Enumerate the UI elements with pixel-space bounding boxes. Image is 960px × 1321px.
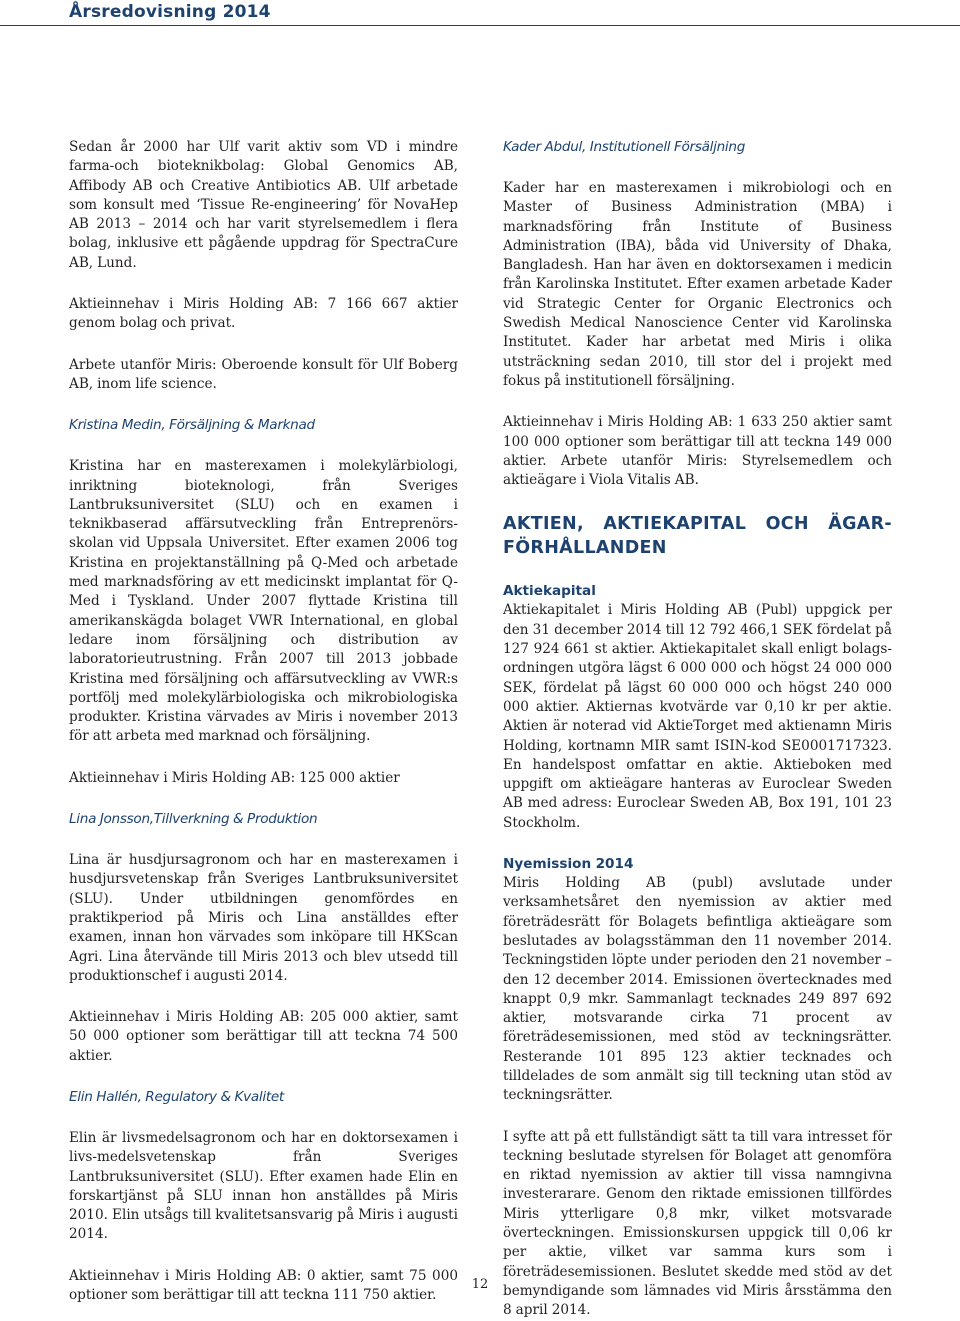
- elin-bio: Elin är livsmedelsagronom och har en doktorsexamen i livs-medelsvetenskap från Sveriges Lantbruksuniversitet (SLU). Efter examen hade Elin en forskartjänst på SLU innan hon anställdes på Miris 2010. Elin utsågs till kvalitetsansvarig på Miris i augusti 2014.: [69, 1129, 458, 1243]
- kristina-role-heading: Kristina Medin, Försäljning & Marknad: [69, 417, 315, 434]
- lina-holdings: Aktieinnehav i Miris Holding AB: 205 000 aktier, samt 50 000 optioner som berättigar till att teckna 74 500 aktier.: [69, 1009, 458, 1064]
- aktiekapital-heading: Aktiekapital: [503, 583, 596, 600]
- nyemission-heading: Nyemission 2014: [503, 856, 634, 873]
- lina-role-heading: Lina Jonsson,Tillverkning & Produktion: [69, 811, 318, 828]
- kader-holdings: Aktieinnehav i Miris Holding AB: 1 633 250 aktier samt 100 000 optioner som berättigar till att teckna 149 000 aktier. Arbete utanför Miris: Styrelsemedlem och aktieägare i Viola Vitalis AB.: [503, 414, 892, 489]
- left-column: [69, 138, 458, 1305]
- section-title: AKTIEN, AKTIEKAPITAL OCH ÄGAR-FÖRHÅLLANDEN: [503, 514, 892, 559]
- ulf-outside-work: Arbete utanför Miris: Oberoende konsult för Ulf Boberg AB, inom life science.: [69, 356, 458, 392]
- kristina-bio: Kristina har en masterexamen i molekylärbiologi, inriktning bioteknologi, från Sveriges Lantbruksuniversitet (SLU) och en examen i teknikbaserad affärsutveckling från Entreprenörs-skolan vid Uppsala Universitet. Efter examen 2006 tog Kristina en projektanställning på Q-Med och arbetade med marknadsföring av ett medicinskt implantat för Q-Med i Tyskland. Under 2007 flyttade Kristina till amerikanskägda bolaget VWR International, en global ledare inom försäljning och distribution av laboratorieutrustning. Från 2007 till 2013 jobbade Kristina med försäljning och affärsutveckling av VWR:s portfölj med molekylärbiologiska och mikrobiologiska produkter. Kristina värvades av Miris i november 2013 för att arbeta med marknad och försäljning.: [69, 458, 458, 745]
- nyemission-text: Miris Holding AB (publ) avslutade under verksamhetsåret den nyemission av aktier med företrädesrätt för Bolagets befintliga aktieägare som beslutades av bolagsstämman den 11 november 2014. Teckningstiden löpte under perioden den 21 november – den 12 december 2014. Emissionen övertecknades med knappt 0,9 mkr. Sammanlagt tecknades 249 897 692 aktier, motsvarande cirka 71 procent av företrädesemissionen, med stöd av teckningsrätter. Resterande 101 895 123 aktier tecknades och tilldelades de som anmält sig till teckning utan stöd av teckningsrätter.: [503, 875, 892, 1104]
- elin-holdings: Aktieinnehav i Miris Holding AB: 0 aktier, samt 75 000 optioner som berättigar till att teckna 111 750 aktier.: [69, 1267, 458, 1304]
- kader-bio: Kader har en masterexamen i mikrobiologi och en Master of Business Administration (MBA) i marknadsföring från Institute of Business Administration (IBA), båda vid University of Dhaka, Bangladesh. Han har även en doktorsexamen i medicin från Karolinska Institutet. Efter examen arbetade Kader vid Strategic Center for Organic Electronics och Swedish Medical Nanoscience Center vid Karolinska Institutet. Kader har arbetat med Miris i olika utsträckning sedan 2010, till stor del i projekt med fokus på institutionell försäljning.: [503, 180, 892, 389]
- kristina-holdings: Aktieinnehav i Miris Holding AB: 125 000 aktier: [69, 769, 400, 786]
- report-title: Årsredovisning 2014: [69, 2, 271, 22]
- page-number: 12: [471, 1277, 489, 1292]
- kader-role-heading: Kader Abdul, Institutionell Försäljning: [503, 139, 746, 155]
- nyemission-text-2: I syfte att på ett fullständigt sätt ta till vara intresset för teckning beslutade styrelsen för Bolaget att genomföra en riktad nyemission av aktier till vissa namngivna investerarare. Genom den riktade emissionen tillfördes Miris ytterligare 0,8 mkr, vilket motsvarade överteckningen. Emissionskursen uppgick till 0,06 kr per aktie, vilket var samma kurs som i företrädesemissionen. Beslutet skedde med stöd av det bemyndigande som lämnades vid Miris årsstämma den 8 april 2014.: [503, 1128, 892, 1319]
- header-divider: [0, 25, 960, 26]
- aktiekapital-text: Aktiekapitalet i Miris Holding AB (Publ) uppgick per den 31 december 2014 till 12 792 466,1 SEK fördelat på 127 924 661 st aktier. Aktiekapitalet skall enligt bolags-ordningen utgöra lägst 6 000 000 och högst 24 000 000 SEK, fördelat på lägst 60 000 000 och högst 240 000 000 aktier. Aktiernas kvotvärde var 0,10 kr per aktie. Aktien är noterad vid AktieTorget med aktienamn Miris Holding, kortnamn MIR samt ISIN-kod SE0001717323. En handelspost omfattar en aktie. Aktieboken med uppgift om aktieägare hanteras av Euroclear Sweden AB med adress: Euroclear Sweden AB, Box 191, 101 23 Stockholm.: [503, 602, 892, 831]
- ulf-holdings: Aktieinnehav i Miris Holding AB: 7 166 667 aktier genom bolag och privat.: [69, 296, 458, 332]
- lina-bio: Lina är husdjursagronom och har en masterexamen i husdjursvetenskap från Sveriges Lantbruksuniversitet (SLU). Under utbildningen genomfördes en praktikperiod på Miris och Lina anställdes efter examen, innan hon värvades som inköpare till HKScan Agri. Lina återvände till Miris 2013 och blev utsedd till produktionschef i augusti 2014.: [69, 852, 458, 984]
- elin-role-heading: Elin Hallén, Regulatory & Kvalitet: [69, 1088, 284, 1105]
- ulf-intro-paragraph: Sedan år 2000 har Ulf varit aktiv som VD i mindre farma-och bioteknikbolag: Global Genomics AB, Affibody AB och Creative Antibiotics AB. Ulf arbetade som konsult med ‘Tissue Re-engineering’ för NovaHep AB 2013 – 2014 och har varit styrelsemedlem i flera bolag, inklusive ett pågående uppdrag för SpectraCure AB, Lund.: [69, 139, 458, 271]
- page-header: [0, 0, 960, 26]
- right-column: [503, 138, 892, 1321]
